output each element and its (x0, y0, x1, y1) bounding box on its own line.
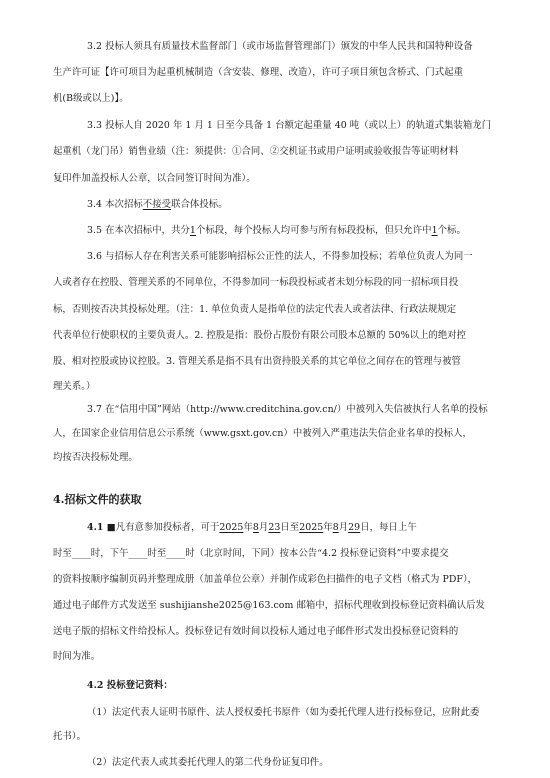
clause-3-3-line-2: 起重机（龙门吊）销售业绩（注：须提供：①合同、②交机证书或用户证明或验收报告等证明材料 (53, 146, 459, 157)
clause-3-6-line-6: 理关系。） (53, 381, 96, 392)
month-label: 月 (258, 522, 269, 533)
clause-3-6-line-1: 3.6 与招标人存在利害关系可能影响招标公正性的法人，不得参加投标；若单位负责人为同一 (87, 251, 473, 262)
day-to-label: 日至 (280, 522, 300, 533)
clause-3-4-line (87, 199, 228, 211)
clause-3-3-line-1: 3.3 投标人自 2020 年 1 月 1 日至今具备 1 台额定起重量 40 吨（或以上）的轨道式集装箱龙门 (87, 120, 492, 131)
start-month: 8 (252, 522, 259, 533)
clause-3-7-line-1: 3.7 在“信用中国”网站（http://www.creditchina.gov.cn/）中被列入失信被执行人名单的投标 (87, 404, 488, 415)
year-label: 年 (243, 522, 253, 533)
start-day: 23 (268, 522, 281, 533)
clause-4-1-line-4: 通过电子邮件方式发送至 sushijianshe2025@163.com 邮箱中，招标代理收到投标登记资料确认后发 (53, 600, 485, 611)
end-day: 29 (348, 522, 361, 533)
clause-4-1-line-3: 的资料按顺序编制页码并整理成册（加盖单位公章）并制作成彩色扫描件的电子文档（格式为 PDF）， (53, 574, 478, 585)
clause-3-5-line (87, 225, 466, 237)
start-year: 2025 (219, 522, 244, 533)
clause-4-1-line-2: 时至____时，下午____时至____时（北京时间，下同）按本公告“4.2 投标登记资料”中要求提交 (53, 548, 449, 559)
year-label: 年 (323, 522, 333, 533)
clause-4-1-lead: 4.1 ■ (87, 522, 116, 533)
clause-3-7-line-3: 均按否决投标处理。 (53, 452, 138, 463)
section-4-heading: 4.招标文件的获取 (53, 493, 142, 506)
clause-3-2-line-2: 生产许可证【许可项目为起重机械制造（含安装、修理、改造），许可子项目须包含桥式、门式起重 (53, 67, 464, 78)
clause-3-5-prefix: 3.5 在本次招标中，共分 (87, 225, 190, 236)
clause-3-5-suffix: 个标。 (437, 225, 466, 236)
lot-count: 1 (189, 225, 196, 236)
clause-3-4-suffix: 联合体投标。 (171, 199, 228, 210)
clause-3-6-line-2: 人或者存在控股、管理关系的不同单位，不得参加同一标段投标或者未划分标段的同一招标项目投 (53, 277, 459, 288)
clause-4-1-text: 凡有意参加投标者，可于 (115, 522, 220, 533)
clause-3-2-line-3: 机(B级或以上)】。 (53, 93, 129, 104)
clause-3-7-line-2: 人，在国家企业信用信息公示系统（www.gsxt.gov.cn）中被列入严重违法失信企业名单的投标人， (53, 428, 472, 439)
clause-3-5-middle: 个标段，每个投标人均可参与所有标段投标，但只允许中 (195, 225, 432, 236)
daily-label: 日，每日上午 (360, 522, 417, 533)
clause-4-1-line-1 (87, 522, 417, 534)
clause-4-2-heading: 4.2 投标登记资料： (87, 680, 173, 691)
joint-bid-value: 不接受 (142, 199, 172, 210)
clause-3-2-line-1: 3.2 投标人须具有质量技术监督部门（或市场监督管理部门）颁发的中华人民共和国特种设备 (87, 41, 473, 52)
end-year: 2025 (299, 522, 324, 533)
end-month: 8 (332, 522, 339, 533)
clause-3-6-line-3: 标，否则按否决其投标处理。（注：1. 单位负责人是指单位的法定代表人或者法律、行政法规规定 (53, 304, 457, 315)
clause-4-2-item-1-line-2: 托书）。 (53, 731, 87, 742)
clause-3-6-line-5: 股、相对控股或协议控股。3. 管理关系是指不具有出资持股关系的其它单位之间存在的管理与被管 (53, 356, 461, 367)
clause-4-2-item-2: （2）法定代表人或其委托代理人的第二代身份证复印件。 (87, 757, 329, 768)
clause-4-1-line-5: 送电子版的招标文件给投标人。投标登记有效时间以投标人通过电子邮件形式发出投标登记资料的 (53, 626, 459, 637)
clause-3-4-prefix: 3.4 本次招标 (87, 199, 143, 210)
clause-3-3-line-3: 复印件加盖投标人公章，以合同签订时间为准）。 (53, 173, 256, 184)
clause-3-6-line-4: 代表单位行使职权的主要负责人。2. 控股是指：股份占股份有限公司股本总额的 50%以上的绝对控 (53, 330, 467, 341)
award-count: 1 (431, 225, 438, 236)
month-label: 月 (338, 522, 349, 533)
clause-4-2-item-1-line-1: （1）法定代表人证明书原件、法人授权委托书原件（如为委托代理人进行投标登记，应附此委 (87, 707, 480, 718)
clause-4-1-line-6: 时间为准。 (53, 651, 101, 662)
